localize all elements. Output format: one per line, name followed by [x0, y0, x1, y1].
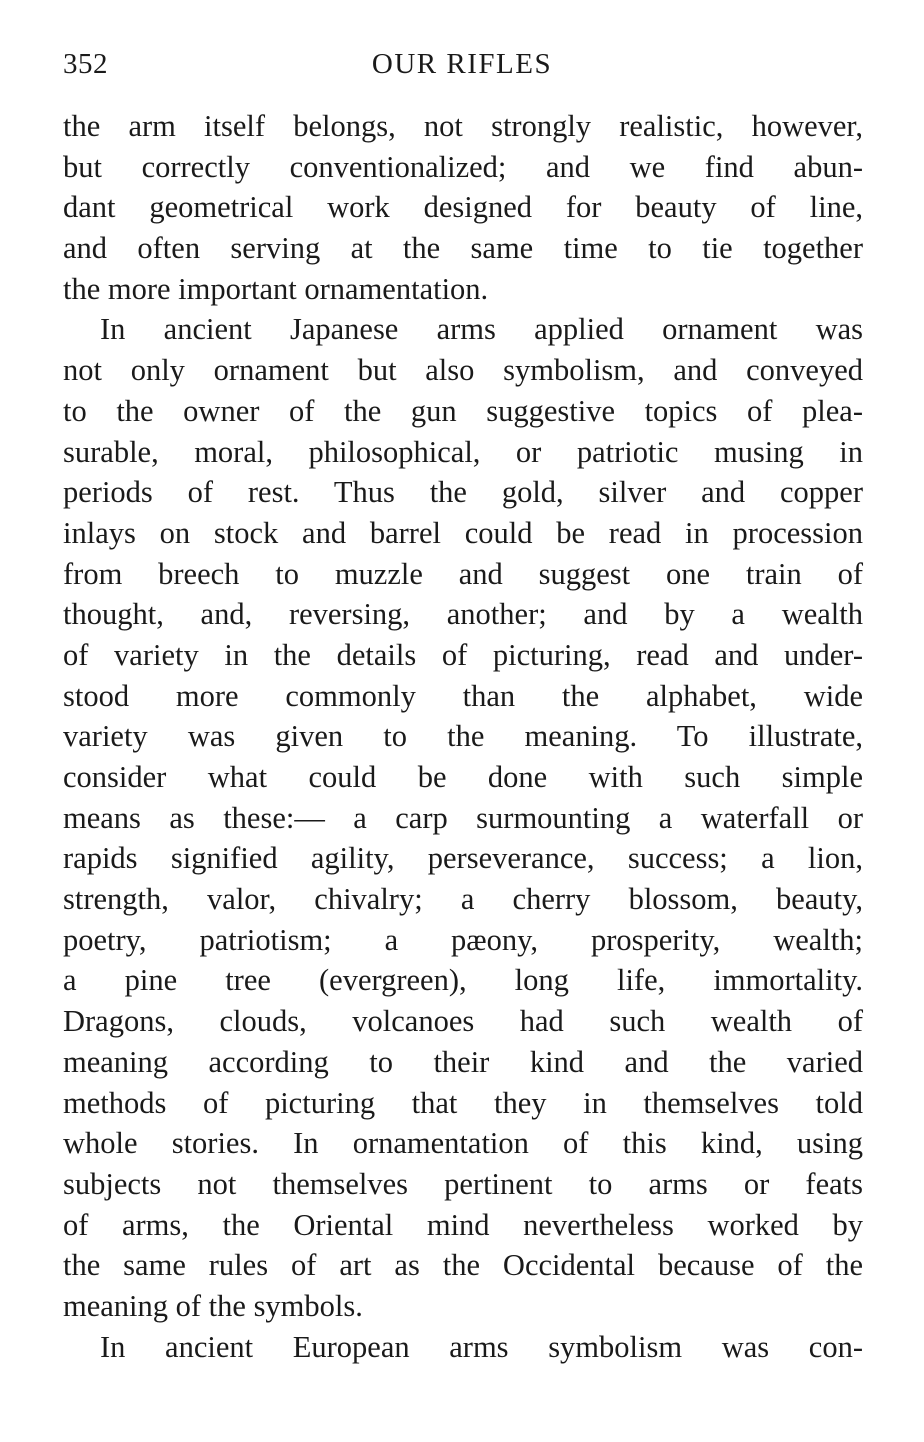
text-line: and often serving at the same time to tie together: [63, 231, 863, 266]
running-title: OUR RIFLES: [371, 48, 553, 80]
text-line: meaning according to their kind and the varied: [63, 1044, 863, 1079]
body-text: [63, 106, 863, 1367]
text-line: to the owner of the gun suggestive topics of plea-: [63, 393, 863, 428]
text-line: subjects not themselves pertinent to arms or feats: [63, 1166, 863, 1201]
text-line: means as these:— a carp surmounting a waterfall or: [63, 800, 863, 835]
text-line: In ancient European arms symbolism was con-: [100, 1329, 863, 1364]
text-line: inlays on stock and barrel could be read in procession: [63, 515, 863, 550]
text-line: In ancient Japanese arms applied ornament was: [100, 312, 863, 347]
text-line: variety was given to the meaning. To illustrate,: [63, 719, 863, 754]
text-line: but correctly conventionalized; and we find abun-: [63, 149, 863, 184]
text-line: the more important ornamentation.: [63, 271, 489, 306]
text-line: whole stories. In ornamentation of this kind, using: [63, 1126, 863, 1161]
text-line: methods of picturing that they in themselves told: [63, 1085, 863, 1120]
text-line: stood more commonly than the alphabet, wide: [63, 678, 863, 713]
text-line: dant geometrical work designed for beauty of line,: [63, 190, 863, 225]
text-line: the same rules of art as the Occidental because of the: [63, 1248, 863, 1283]
text-line: rapids signified agility, perseverance, success; a lion,: [63, 841, 863, 876]
text-line: consider what could be done with such simple: [63, 760, 863, 794]
text-line: surable, moral, philosophical, or patriotic musing in: [63, 434, 863, 469]
text-line: poetry, patriotism; a pæony, prosperity, wealth;: [63, 922, 863, 957]
text-line: of arms, the Oriental mind nevertheless worked by: [63, 1207, 863, 1242]
text-line: strength, valor, chivalry; a cherry blossom, beauty,: [63, 882, 863, 917]
text-line: not only ornament but also symbolism, and conveyed: [63, 353, 863, 388]
text-line: from breech to muzzle and suggest one train of: [63, 556, 863, 591]
text-line: the arm itself belongs, not strongly realistic, however,: [63, 109, 863, 143]
text-line: meaning of the symbols.: [63, 1288, 363, 1323]
text-line: periods of rest. Thus the gold, silver and copper: [63, 475, 863, 510]
text-line: thought, and, reversing, another; and by a wealth: [63, 597, 863, 632]
text-line: Dragons, clouds, volcanoes had such wealth of: [63, 1004, 863, 1039]
text-line: a pine tree (evergreen), long life, immortality.: [63, 963, 863, 998]
text-line: of variety in the details of picturing, read and under-: [63, 637, 863, 672]
page-number: 352: [63, 48, 108, 80]
